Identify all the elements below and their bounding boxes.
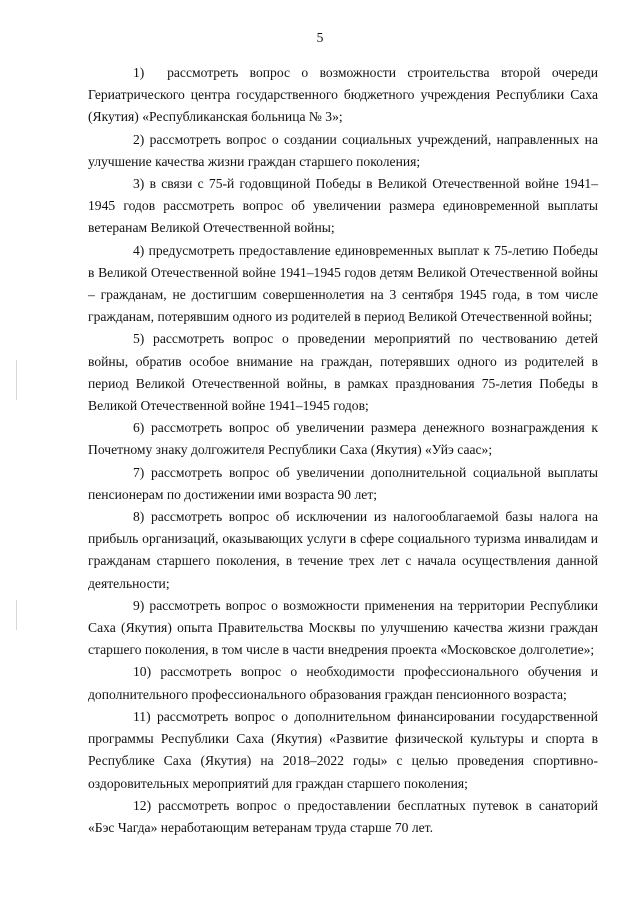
list-item: 8) рассмотреть вопрос об исключении из налогооблагаемой базы налога на прибыль организаций, оказывающих услуги в сфере социального туризма инвалидам и гражданам старшего поколения, в течение трех лет с начала осуществления данной деятельности; <box>88 509 598 591</box>
list-item: 2) рассмотреть вопрос о создании социальных учреждений, направленных на улучшение качества жизни граждан старшего поколения; <box>88 131 598 169</box>
list-item: 1) рассмотреть вопрос о возможности строительства второй очереди Гериатрического центра государственного бюджетного учреждения Республики Саха (Якутия) «Республиканская больница № 3»; <box>88 65 598 125</box>
list-item: 6) рассмотреть вопрос об увеличении размера денежного вознаграждения к Почетному знаку долгожителя Республики Саха (Якутия) «Уйэ саас»; <box>88 420 598 458</box>
list-item: 9) рассмотреть вопрос о возможности применения на территории Республики Саха (Якутия) опыта Правительства Москвы по улучшению качества жизни граждан старшего поколения, в том числе в части внедрения проекта «Московское долголетие»; <box>88 597 598 658</box>
list-item: 7) рассмотреть вопрос об увеличении дополнительной социальной выплаты пенсионерам по достижении ими возраста 90 лет; <box>88 464 598 502</box>
scan-edge-mark <box>16 600 17 630</box>
list-item: 11) рассмотреть вопрос о дополнительном финансировании государственной программы Республики Саха (Якутия) «Развитие физической культуры и спорта в Республике Саха (Якутия) на 2018–2022 годы» с целью проведения спортивно-оздоровительных мероприятий для граждан старшего поколения; <box>88 708 598 791</box>
page-number: 5 <box>316 30 324 45</box>
list-item: 12) рассмотреть вопрос о предоставлении бесплатных путевок в санаторий «Бэс Чагда» неработающим ветеранам труда старше 70 лет. <box>88 797 598 835</box>
list-item: 3) в связи с 75-й годовщиной Победы в Великой Отечественной войне 1941–1945 годов рассмотреть вопрос об увеличении размера единовременной выплаты ветеранам Великой Отечественной войны; <box>88 176 598 236</box>
scan-edge-mark <box>16 360 17 400</box>
list-item: 5) рассмотреть вопрос о проведении мероприятий по чествованию детей войны, обратив особое внимание на граждан, потерявших одного из родителей в период Великой Отечественной войны, в рамках празднования 75-летия Победы в Великой Отечественной войне 1941–1945 годов; <box>88 331 598 414</box>
list-item: 10) рассмотреть вопрос о необходимости профессионального обучения и дополнительного профессионального образования граждан пенсионного возраста; <box>88 664 598 702</box>
document-body <box>88 62 598 839</box>
list-item: 4) предусмотреть предоставление единовременных выплат к 75-летию Победы в Великой Отечественной войне 1941–1945 годов детям Великой Отечественной войны – гражданам, не достигшим совершеннолетия на 3 сентября 1945 года, в том числе гражданам, потерявшим одного из родителей в период Великой Отечественной войны; <box>88 242 598 325</box>
